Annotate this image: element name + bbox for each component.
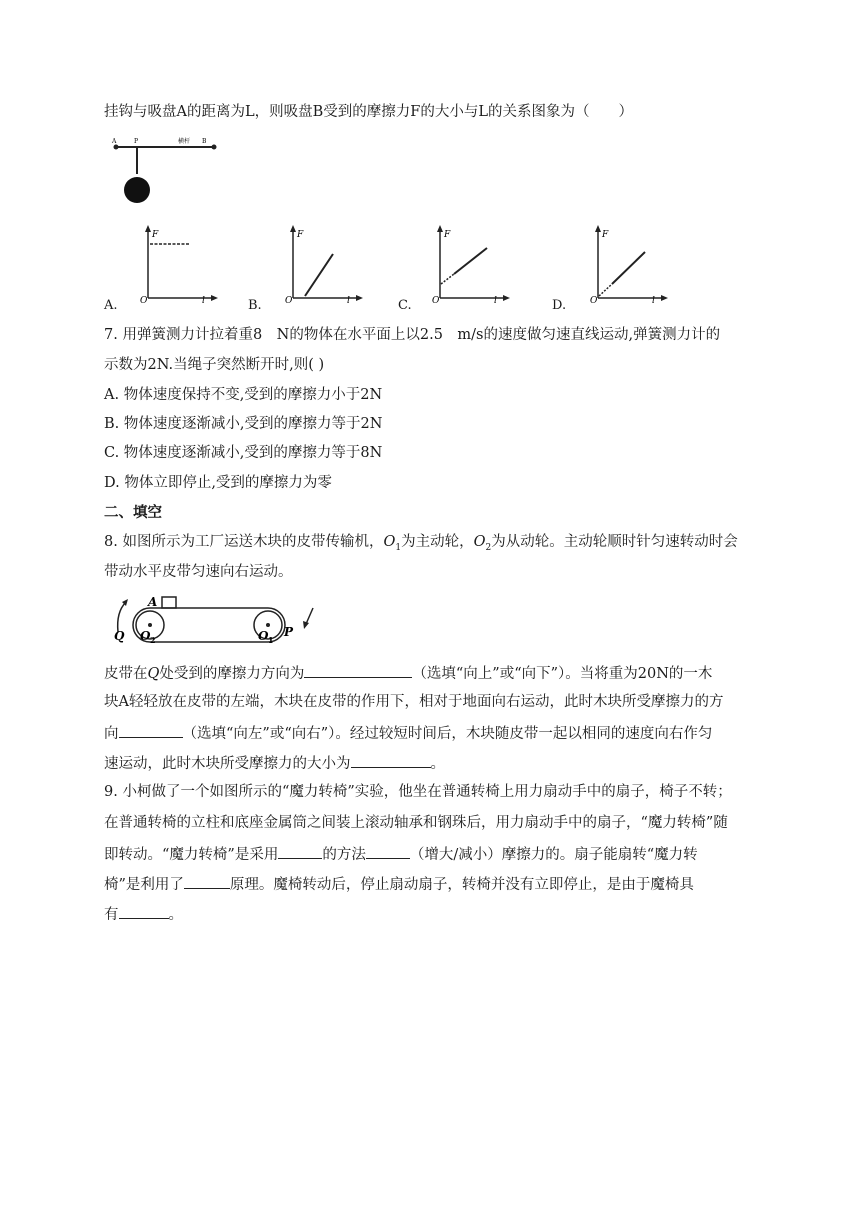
q8-line1-q: Q	[147, 666, 160, 682]
q8-conveyor-figure	[110, 594, 325, 648]
q8-line4-a: 速运动，此时木块所受摩擦力的大小为	[104, 756, 351, 772]
q9-line4-a: 椅”是利用了	[104, 877, 184, 893]
q8-question-line-4	[104, 751, 445, 775]
q8-line1-c: （选填“向上”或“向下”）。当将重为20N的一木	[412, 666, 713, 682]
q8-stem-1c: 为从动轮。主动轮顺时针匀速转动时会	[491, 534, 738, 550]
q6-rod-figure	[112, 138, 222, 208]
belt-label-p: P	[284, 625, 294, 639]
q7-option-a: A. 物体速度保持不变,受到的摩擦力小于2N	[104, 387, 383, 403]
q6-stem: 挂钩与吸盘A的距离为L，则吸盘B受到的摩擦力F的大小与L的关系图象为（ ）	[104, 104, 633, 120]
q6-option-b: B.	[248, 298, 262, 313]
q8-line3-a: 向	[104, 726, 119, 742]
q6-graph-b	[285, 224, 365, 304]
q9-blank-2[interactable]	[366, 842, 410, 859]
q9-line-4	[104, 872, 694, 896]
q9-line-5	[104, 902, 183, 926]
q6-option-c: C.	[398, 298, 412, 313]
q8-o1-subscript: 1	[395, 542, 402, 553]
graph-a-origin: O	[140, 296, 148, 306]
q9-line3-c: （增大/减小）摩擦力的。扇子能扇转“魔力转	[409, 847, 698, 863]
graph-c-origin: O	[432, 296, 440, 306]
graph-a-x-label: l	[202, 296, 205, 306]
belt-label-a: A	[148, 595, 158, 609]
q8-o2-subscript: 2	[485, 542, 492, 553]
q6-graph-a	[140, 224, 220, 304]
q8-o1-symbol: O	[383, 534, 396, 550]
q9-line5-a: 有	[104, 907, 119, 923]
q8-blank-3[interactable]	[351, 751, 431, 768]
graph-c-y-label: F	[444, 230, 451, 240]
q6-option-a: A.	[104, 298, 118, 313]
q9-blank-1[interactable]	[278, 842, 322, 859]
q7-option-d: D. 物体立即停止,受到的摩擦力为零	[104, 475, 332, 491]
graph-d-y-label: F	[602, 230, 609, 240]
q9-blank-3[interactable]	[184, 872, 230, 889]
q8-line1-b: 处受到的摩擦力方向为	[159, 666, 305, 682]
belt-label-o1-sub: 1	[268, 635, 274, 645]
figure-label-b: B	[202, 138, 207, 145]
graph-a-y-label: F	[152, 230, 159, 240]
figure-label-a: A	[112, 138, 117, 145]
q8-blank-2[interactable]	[119, 721, 183, 738]
q6-graph-d	[590, 224, 670, 304]
q7-stem-line-2: 示数为2N.当绳子突然断开时,则( )	[104, 357, 325, 373]
belt-label-o1: O	[258, 629, 269, 643]
q8-blank-1[interactable]	[304, 661, 412, 678]
q8-stem-line-1	[104, 531, 738, 559]
q6-option-d: D.	[552, 298, 567, 313]
q8-line3-b: （选填“向左”或“向右”）。经过较短时间后，木块随皮带一起以相同的速度向右作匀	[182, 726, 713, 742]
q8-question-line-2: 块A轻轻放在皮带的左端，木块在皮带的作用下，相对于地面向右运动，此时木块所受摩擦力的方	[104, 694, 724, 710]
q9-line-1: 9. 小柯做了一个如图所示的“魔力转椅”实验，他坐在普通转椅上用力扇动手中的扇子，椅子不转；	[104, 784, 732, 800]
q8-stem-1a: 8. 如图所示为工厂运送木块的皮带传输机，	[104, 534, 384, 550]
graph-d-x-label: l	[652, 296, 655, 306]
q9-line4-b: 原理。魔椅转动后，停止扇动扇子，转椅并没有立即停止，是由于魔椅具	[229, 877, 694, 893]
q8-line1-a: 皮带在	[104, 666, 148, 682]
section-title: 二、填空	[104, 505, 162, 521]
figure-label-p: P	[134, 138, 139, 145]
q9-line3-b: 的方法	[322, 847, 366, 863]
belt-label-q: Q	[114, 629, 125, 643]
q9-blank-4[interactable]	[119, 902, 169, 919]
q7-option-c: C. 物体速度逐渐减小,受到的摩擦力等于8N	[104, 445, 383, 461]
q9-line5-b: 。	[168, 907, 183, 923]
q8-line4-b: 。	[430, 756, 445, 772]
graph-c-x-label: l	[494, 296, 497, 306]
q8-stem-1b: 为主动轮，	[401, 534, 474, 550]
q8-question-line-1	[104, 661, 712, 685]
graph-b-x-label: l	[347, 296, 350, 306]
belt-label-o2-sub: 2	[150, 635, 156, 645]
q6-graph-c	[432, 224, 512, 304]
graph-b-origin: O	[285, 296, 293, 306]
graph-b-y-label: F	[297, 230, 304, 240]
q9-line-3	[104, 842, 698, 866]
graph-d-origin: O	[590, 296, 598, 306]
q7-option-b: B. 物体速度逐渐减小,受到的摩擦力等于2N	[104, 416, 383, 432]
figure-label-rod: 横杆	[178, 138, 191, 145]
q7-stem-line-1: 7. 用弹簧测力计拉着重8 N的物体在水平面上以2.5 m/s的速度做匀速直线运动,弹簧测力计的	[104, 327, 721, 343]
q8-o2-symbol: O	[473, 534, 486, 550]
q8-question-line-3	[104, 721, 712, 745]
q9-line-2: 在普通转椅的立柱和底座金属筒之间装上滚动轴承和钢珠后，用力扇动手中的扇子，“魔力转椅”随	[104, 815, 728, 831]
q9-line3-a: 即转动。“魔力转椅”是采用	[104, 847, 279, 863]
q8-stem-line-2: 带动水平皮带匀速向右运动。	[104, 564, 293, 580]
belt-label-o2: O	[140, 629, 151, 643]
